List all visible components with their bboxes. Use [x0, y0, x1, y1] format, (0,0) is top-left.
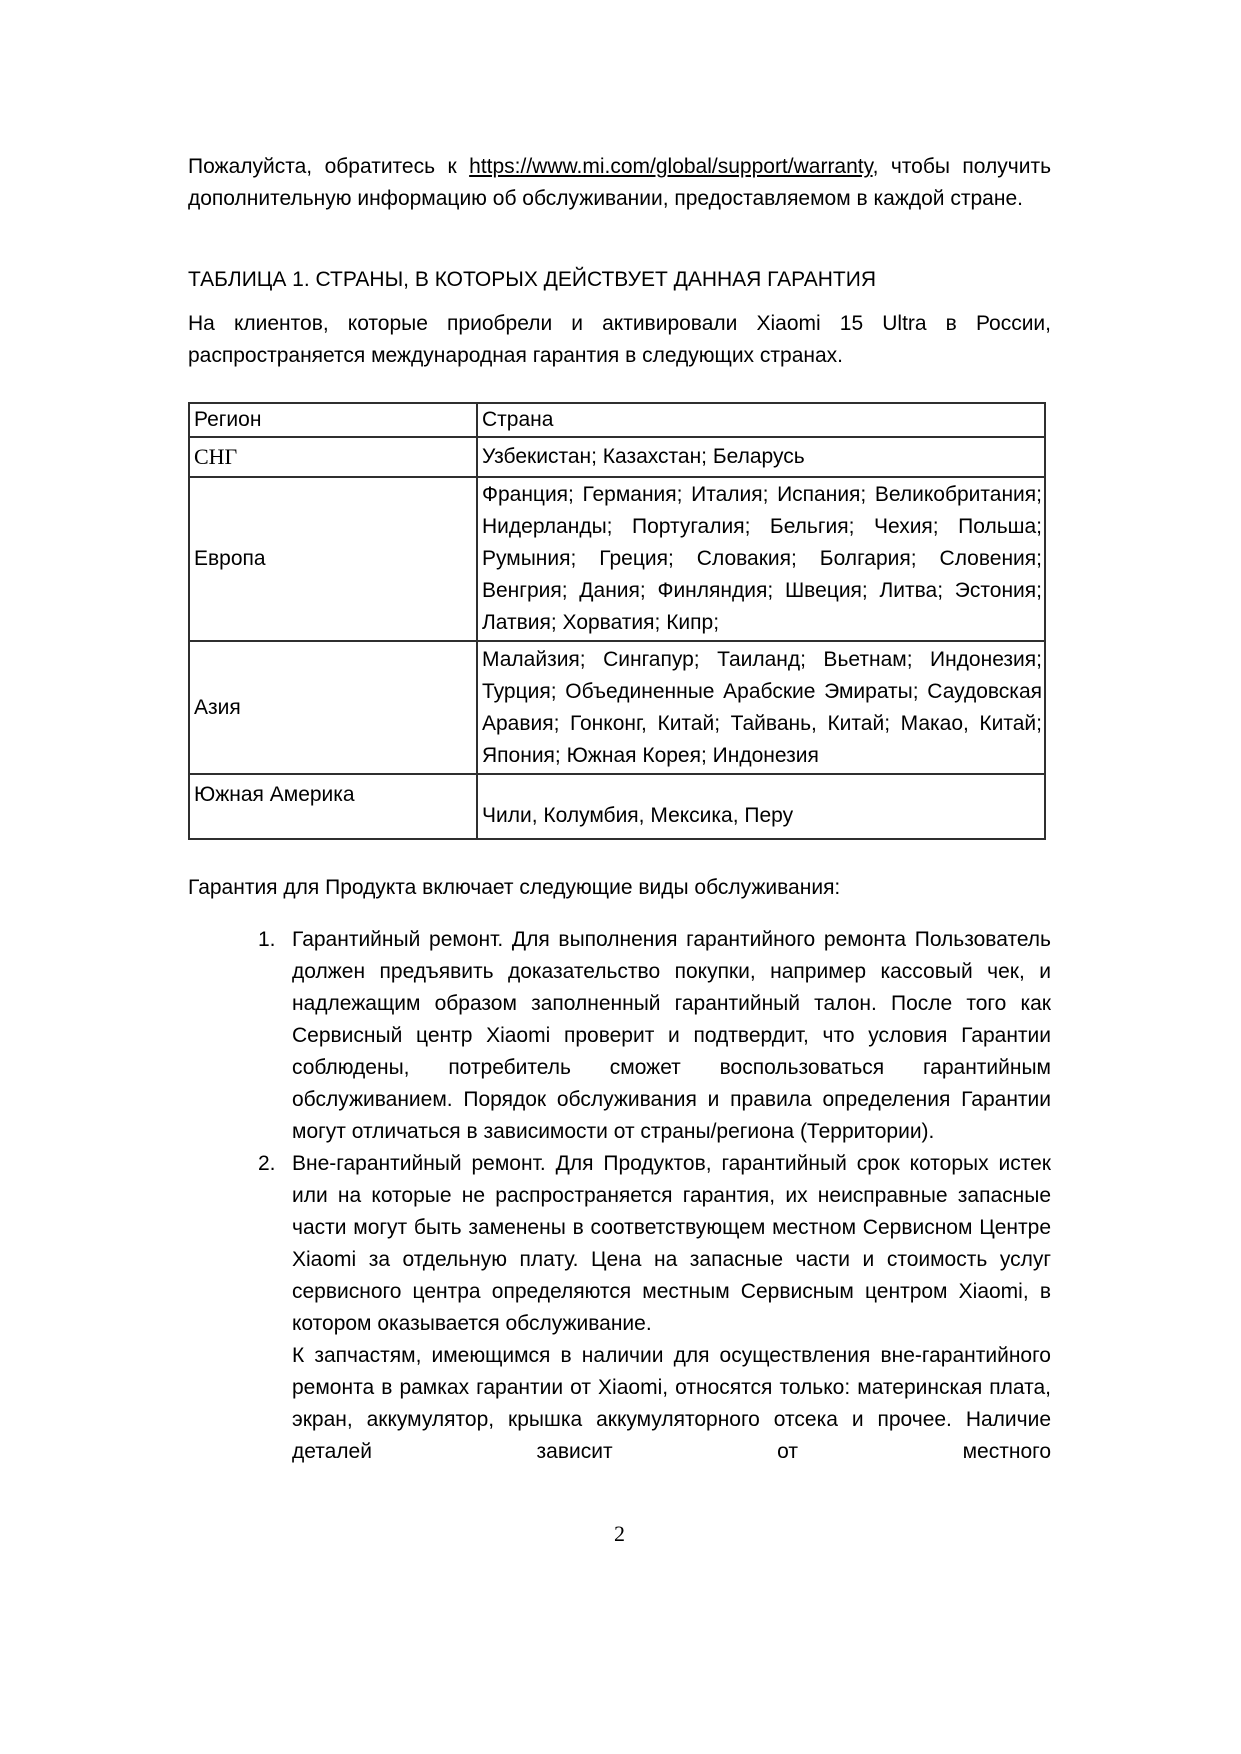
- region-cell-south-america: Южная Америка: [189, 774, 477, 839]
- list-item-warranty-repair: [188, 924, 1051, 1148]
- table-row-europe: [189, 477, 1045, 641]
- table-1-title: ТАБЛИЦА 1. СТРАНЫ, В КОТОРЫХ ДЕЙСТВУЕТ ДАННАЯ ГАРАНТИЯ: [188, 268, 877, 291]
- intro-paragraph: [188, 151, 1051, 215]
- out-of-warranty-repair-paragraph-1: Вне-гарантийный ремонт. Для Продуктов, гарантийный срок которых истек или на которые не распространяется гарантия, их неисправные запасные части могут быть заменены в соответствующем местном Сервисном Центре Xiaomi за отдельную плату. Цена на запасные части и стоимость услуг сервисного центра определяются местным Сервисным центром Xiaomi, в котором оказывается обслуживание.: [292, 1152, 1051, 1335]
- region-column-header: Регион: [189, 403, 477, 437]
- country-column-header: Страна: [477, 403, 1045, 437]
- list-number-1: 1.: [258, 928, 276, 951]
- table-row-south-america: [189, 774, 1045, 839]
- warranty-url-link[interactable]: https://www.mi.com/global/support/warranty: [469, 155, 873, 178]
- warranty-countries-table: [188, 402, 1046, 840]
- countries-cell-asia: Малайзия; Сингапур; Таиланд; Вьетнам; Индонезия; Турция; Объединенные Арабские Эмираты; Саудовская Аравия; Гонконг, Китай; Тайвань, Китай; Макао, Китай; Япония; Южная Корея; Индонезия: [477, 641, 1045, 774]
- region-cell-europe: Европа: [189, 477, 477, 641]
- countries-cell-europe: Франция; Германия; Италия; Испания; Великобритания; Нидерланды; Португалия; Бельгия; Чехия; Польша; Румыния; Греция; Словакия; Болгария; Словения; Венгрия; Дания; Финляндия; Швеция; Литва; Эстония; Латвия; Хорватия; Кипр;: [477, 477, 1045, 641]
- service-type-list: [188, 924, 1051, 1468]
- warranty-repair-paragraph: Гарантийный ремонт. Для выполнения гарантийного ремонта Пользователь должен предъявить доказательство покупки, например кассовый чек, и надлежащим образом заполненный гарантийный талон. После того как Сервисный центр Xiaomi проверит и подтвердит, что условия Гарантии соблюдены, потребитель сможет воспользоваться гарантийным обслуживанием. Порядок обслуживания и правила определения Гарантии могут отличаться в зависимости от страны/региона (Территории).: [292, 928, 1051, 1143]
- table-intro-paragraph: На клиентов, которые приобрели и активировали Xiaomi 15 Ultra в России, распространяется международная гарантия в следующих странах.: [188, 312, 1051, 367]
- countries-cell-cis: Узбекистан; Казахстан; Беларусь: [477, 437, 1045, 477]
- services-intro-paragraph: Гарантия для Продукта включает следующие виды обслуживания:: [188, 876, 841, 899]
- table-header-row: [189, 403, 1045, 437]
- page-content: [188, 0, 1051, 1545]
- out-of-warranty-repair-paragraph-2: К запчастям, имеющимся в наличии для осуществления вне-гарантийного ремонта в рамках гарантии от Xiaomi, относятся только: материнская плата, экран, аккумулятор, крышка аккумуляторного отсека и прочее. Наличие деталей зависит от местного: [292, 1344, 1051, 1463]
- intro-text-after-link: , чтобы получить дополнительную информацию об обслуживании, предоставляемом в каждой стране.: [188, 155, 1052, 210]
- page-number: 2: [614, 1521, 625, 1546]
- region-cell-cis: СНГ: [189, 437, 477, 477]
- list-item-out-of-warranty-repair: [188, 1148, 1051, 1468]
- intro-text-before-link: Пожалуйста, обратитесь к: [188, 155, 470, 178]
- countries-cell-south-america: Чили, Колумбия, Мексика, Перу: [477, 774, 1045, 839]
- table-row-asia: [189, 641, 1045, 774]
- region-cell-asia: Азия: [189, 641, 477, 774]
- list-number-2: 2.: [258, 1152, 276, 1175]
- table-row-cis: [189, 437, 1045, 477]
